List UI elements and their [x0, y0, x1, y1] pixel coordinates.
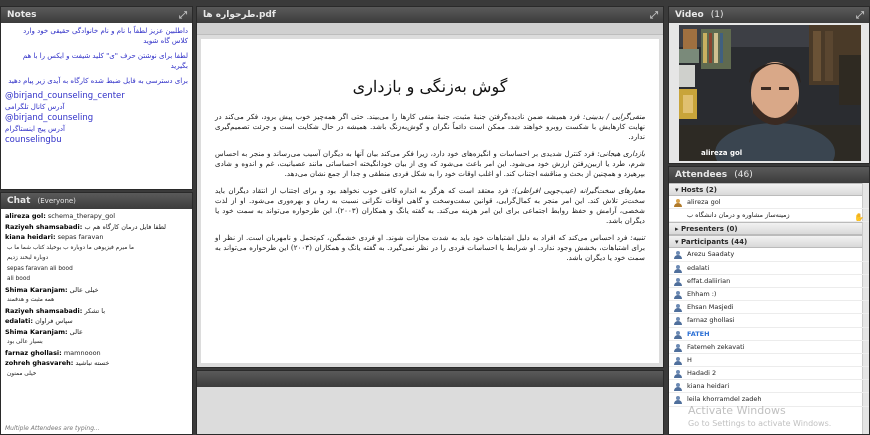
- telegram-channel-label: آدرس کانال تلگرامی: [5, 103, 65, 111]
- attendee-row[interactable]: Arezu Saadaty: [669, 248, 869, 261]
- chat-message: zohreh ghasvareh: خسته نباشید: [5, 359, 110, 367]
- expand-icon[interactable]: ⤢: [856, 10, 864, 21]
- video-header: [669, 7, 869, 23]
- presenters-group[interactable]: ▸ Presenters (0): [669, 222, 869, 235]
- note-line: داطلبین عزیز لطفاً با نام و نام خانوادگی حقیقی خود وارد کلاس گاه شوید: [23, 27, 188, 45]
- attendee-row[interactable]: leila khorramdel zadeh: [669, 393, 869, 406]
- attendee-list: [669, 183, 869, 435]
- video-count: (1): [710, 10, 724, 20]
- chat-title: Chat: [7, 196, 31, 206]
- chat-message: alireza gol: schema_therapy_gol: [5, 212, 116, 220]
- attendee-row[interactable]: Ehham :): [669, 288, 869, 301]
- attendee-row[interactable]: H: [669, 354, 869, 367]
- empty-pod-body: [197, 387, 663, 435]
- user-icon: [674, 396, 683, 404]
- chat-message: دوباره لبخند زدیم: [7, 255, 49, 261]
- chat-message: farnaz ghollasi: mamnooon: [5, 348, 101, 357]
- user-icon: [674, 370, 683, 378]
- participants-group[interactable]: ▾ Participants (44): [669, 235, 869, 248]
- document-page: [201, 39, 659, 363]
- page-title: گوش به‌زنگی و بازداری: [352, 77, 508, 96]
- user-icon: [674, 317, 683, 325]
- attendee-row[interactable]: effat.daliirian: [669, 275, 869, 288]
- instagram-handle[interactable]: @birjand_counseling: [5, 113, 94, 123]
- empty-pod: [196, 370, 664, 435]
- typing-indicator: Multiple Attendees are typing...: [5, 425, 100, 432]
- user-icon: [674, 383, 683, 391]
- chat-message: خیلی ممنون: [7, 370, 37, 377]
- paragraph: معیارهای سخت‌گیرانه (عیب‌جویی افراطی): فرد معتقد است که هرگز به اندازه کافی خوب نخواهد بود و برای اجتناب از انتقاد دیگران باید سخت‌تر تلاش کند. این امر منجر به کمال‌گرایی، قوانین سفت‌وسخت و گاهی اوقات نگرانی نسبت به زمان و بهره‌وری می‌شود. او از لذت شخصی، آرامش و حفظ روابط اجتماعی برای این امر هزینه می‌کند. به گفته یانگ و همکاران (۲۰۰۳)، این طرحواره می‌تواند به سمت خود یا دیگران باشد.: [215, 186, 645, 225]
- attendee-row[interactable]: kiana heidari: [669, 380, 869, 393]
- paragraph: بازداری هیجانی: فرد کنترل شدیدی بر احساسات و انگیزه‌های خود دارد، زیرا فکر می‌کند بیان آنها به دیگران آسیب می‌رساند و منجر به احساس شرم، طرد یا ازبین‌رفتن ارزش خود می‌شود. این امر باعث می‌شود که وی از بیان خودانگیخته احساساتی مانند عصبانیت، غم و اندوه و شادی بپرهیزد و همچنین از بحث و مناقشه اجتناب کند. او اغلب اوقات خود را به شکل فردی منطقی و جدا از جمع نشان می‌دهد.: [215, 149, 645, 178]
- chat-message: sepas faravan ali bood: [7, 265, 73, 272]
- chat-message: ما میرم فیزیوهی ما دوباره ب بوخیلد کتاب شما ما ب: [7, 244, 135, 251]
- empty-pod-header: [197, 371, 663, 387]
- notes-header: [1, 7, 192, 23]
- telegram-channel-handle[interactable]: @birjand_counseling_center: [5, 91, 125, 101]
- presenter-name: alireza gol: [701, 149, 743, 157]
- chat-scope[interactable]: (Everyone): [37, 197, 76, 205]
- note-line: لطفا برای نوشتن حرف "ی" کلید شیفت و ایکس را با هم بگیرید: [22, 52, 188, 70]
- chat-header: [1, 193, 192, 209]
- document-pod: [196, 6, 664, 368]
- user-icon: [674, 331, 683, 339]
- chat-pod: [0, 192, 193, 435]
- attendee-row[interactable]: edalati: [669, 262, 869, 275]
- chat-message: همه مثبت و هدفمند: [7, 297, 55, 303]
- attendees-count: (46): [734, 170, 753, 180]
- document-viewer[interactable]: [197, 23, 663, 367]
- instagram-label: آدرس پیج اینستاگرام: [5, 125, 65, 133]
- page-divider: [197, 23, 663, 35]
- video-area: [669, 23, 869, 164]
- attendee-row[interactable]: alireza gol: [669, 196, 869, 209]
- expand-icon[interactable]: ⤢: [179, 10, 187, 21]
- notes-pod: [0, 6, 193, 190]
- paragraph: تنبیه: فرد احساس می‌کند که افراد به دلیل اشتباهات خود باید به شدت مجازات شوند. او فردی خشمگین، کم‌تحمل و نامهربان است. از نظر او برای اشتباهات، بخشش وجود ندارد. او شرایط یا احساسات فردی را در نظر نمی‌گیرد. به گفته یانگ و همکاران (۲۰۰۳) این طرحواره می‌تواند به سمت خود یا دیگران باشد.: [215, 233, 645, 262]
- expand-icon[interactable]: ⤢: [650, 10, 658, 21]
- attendee-row[interactable]: Hadadi 2: [669, 367, 869, 380]
- chat-message: Raziyeh shamsabadi: با تشکر: [5, 306, 106, 315]
- user-icon: [674, 291, 683, 299]
- user-icon: [674, 304, 683, 312]
- chat-messages: [1, 209, 192, 435]
- chat-message: ali bood: [7, 276, 31, 282]
- webcam-feed: [679, 25, 861, 161]
- counseling-handle[interactable]: counselingbu: [5, 135, 62, 145]
- activate-windows-watermark: Activate Windows Go to Settings to activate Windows.: [688, 404, 832, 428]
- host-icon: [674, 199, 683, 207]
- notes-body: [1, 23, 192, 149]
- chat-message: edalati: سپاس فراوان: [5, 317, 73, 325]
- user-icon: [674, 278, 683, 286]
- chat-message: Raziyeh shamsabadi: لطفا فایل درمان کارگاه هم ب: [5, 222, 167, 231]
- hosts-group[interactable]: ▾ Hosts (2): [669, 183, 869, 196]
- document-title: طرحواره ها.pdf: [203, 10, 276, 20]
- chat-message: Shima Karanjam: عالی: [5, 327, 83, 336]
- hand-raise-icon: ✋: [854, 213, 864, 223]
- attendee-row[interactable]: FATEH: [669, 328, 869, 341]
- notes-title: Notes: [7, 10, 37, 20]
- video-pod: [668, 6, 870, 164]
- chat-message: kiana heidari: sepas faravan: [5, 233, 104, 241]
- attendee-row[interactable]: Ehsan Masjedi: [669, 301, 869, 314]
- user-icon: [674, 251, 683, 259]
- attendees-title: Attendees: [675, 170, 728, 180]
- chat-message: بسیار عالی بود: [7, 339, 43, 345]
- user-icon: [674, 357, 683, 365]
- attendee-row[interactable]: farnaz ghollasi: [669, 314, 869, 327]
- video-title: Video: [675, 10, 704, 20]
- attendees-header: [669, 167, 869, 183]
- attendee-row[interactable]: زمینه‌ساز مشاوره و درمان دانشگاه ب ✋: [669, 209, 869, 222]
- attendee-row[interactable]: Fatemeh zekavati: [669, 341, 869, 354]
- chat-message: Shima Karanjam: خیلی عالی: [5, 285, 99, 294]
- document-header: [197, 7, 663, 23]
- paragraph: منفی‌گرایی / بدبینی: فرد همیشه ضمن نادیده‌گرفتن جنبهٔ مثبت، جنبهٔ منفی کارها را می‌بیند. حتی اگر همه‌چیز خوب پیش برود، فکر می‌کند در نهایت کارهایش با شکست روبرو خواهند شد. ممکن است دائماً نگران و گوش‌به‌زنگ باشد. همیشه در حال شکایت است و جرئت تصمیم‌گیری ندارد.: [215, 112, 645, 141]
- attendees-pod: [668, 166, 870, 435]
- note-line: برای دسترسی به فایل ضبط شده کارگاه به آیدی زیر پیام دهید: [8, 77, 188, 85]
- user-icon: [674, 344, 683, 352]
- user-icon: [674, 265, 683, 273]
